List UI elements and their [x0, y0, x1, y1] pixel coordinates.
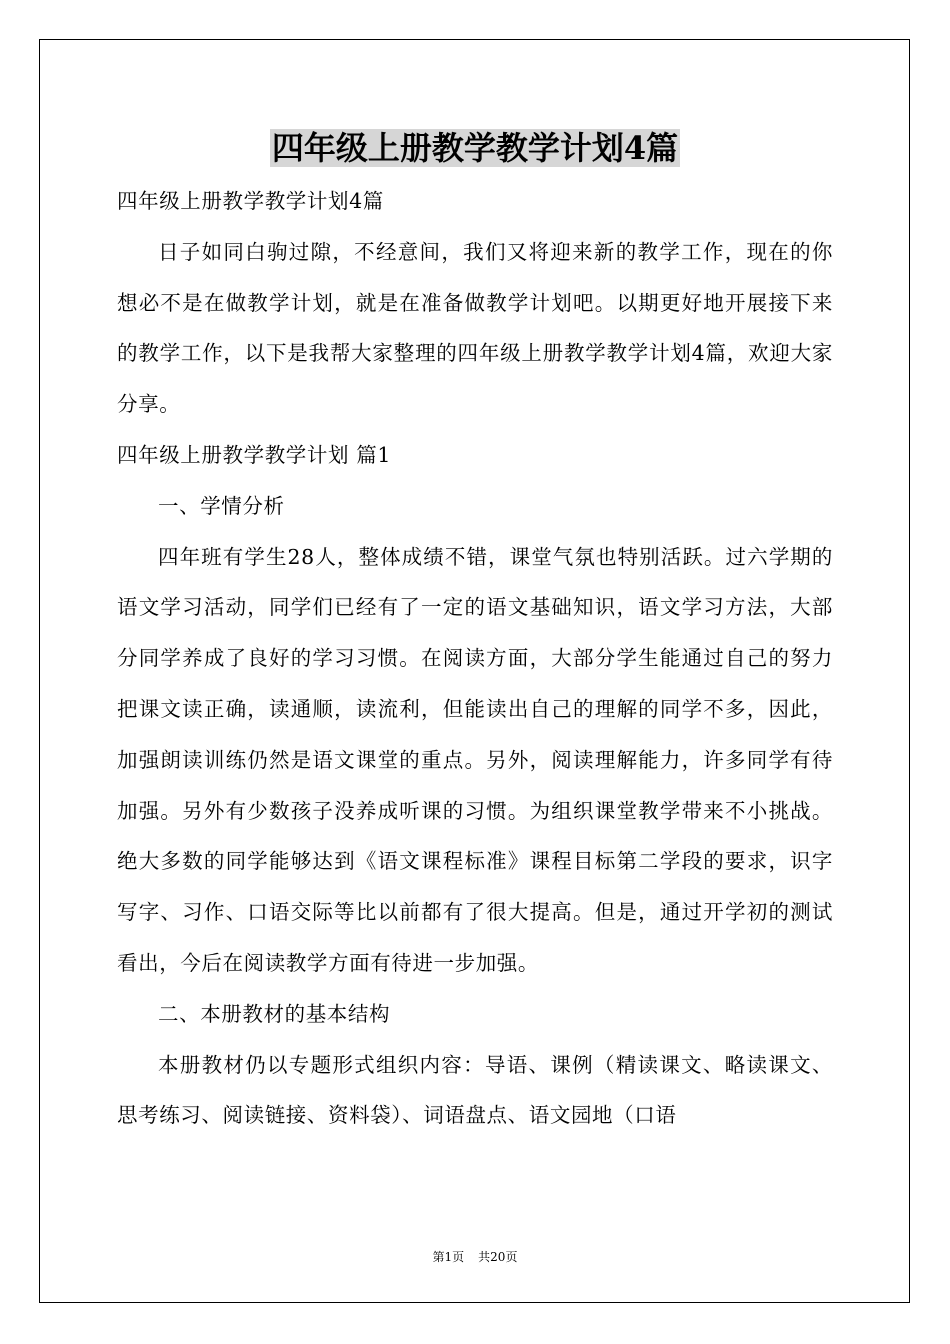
page-number: 第1页 — [432, 1250, 465, 1264]
heading-learning-analysis: 一、学情分析 — [158, 493, 285, 518]
heading-textbook-structure: 二、本册教材的基本结构 — [158, 1001, 391, 1026]
document-title — [0, 126, 950, 170]
learning-analysis-paragraph: 四年班有学生28人，整体成绩不错，课堂气氛也特别活跃。过六学期的语文学习活动，同学们已经有了一定的语文基础知识，语文学习方法，大部分同学养成了良好的学习习惯。在阅读方面，大部分学生能通过自己的努力把课文读正确，读通顺，读流利，但能读出自己的理解的同学不多，因此，加强朗读训练仍然是语文课堂的重点。另外，阅读理解能力，许多同学有待加强。另外有少数孩子没养成听课的习惯。为组织课堂教学带来不小挑战。绝大多数的同学能够达到《语文课程标准》课程目标第二学段的要求，识字写字、习作、口语交际等比以前都有了很大提高。但是，通过开学初的测试看出，今后在阅读教学方面有待进一步加强。 — [117, 544, 833, 975]
document-title-text: 四年级上册教学教学计划4篇 — [271, 129, 679, 167]
textbook-structure-paragraph: 本册教材仍以专题形式组织内容：导语、课例（精读课文、略读课文、思考练习、阅读链接、资料袋）、词语盘点、语文园地（口语 — [117, 1052, 833, 1128]
page-footer — [0, 1249, 950, 1265]
section-heading-plan-1: 四年级上册教学教学计划 篇1 — [117, 442, 391, 467]
intro-paragraph: 日子如同白驹过隙，不经意间，我们又将迎来新的教学工作，现在的你想必不是在做教学计划，就是在准备做教学计划吧。以期更好地开展接下来的教学工作，以下是我帮大家整理的四年级上册教学教学计划4篇，欢迎大家分享。 — [117, 239, 833, 417]
document-body — [117, 176, 833, 1141]
page-total: 共20页 — [478, 1250, 518, 1264]
subtitle-paragraph: 四年级上册教学教学计划4篇 — [117, 189, 384, 213]
